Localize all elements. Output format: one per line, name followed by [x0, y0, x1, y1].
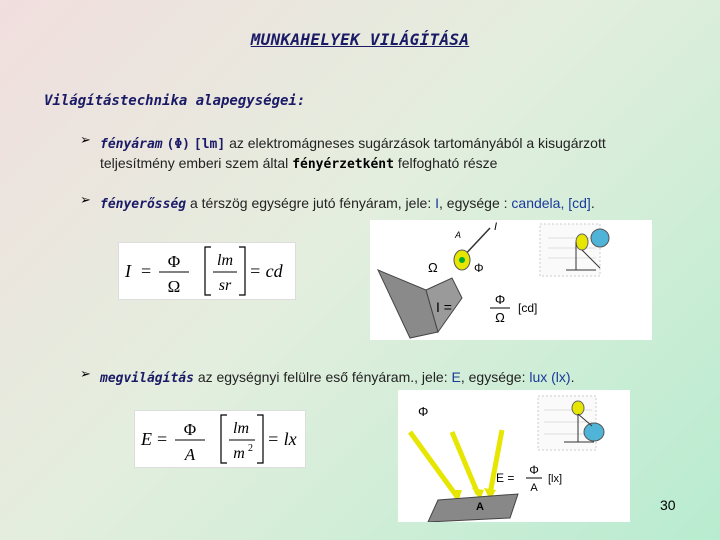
fig1-eq-lhs: I =	[436, 299, 452, 315]
f2-rhs: = lx	[267, 429, 297, 449]
fig1-eq-unit: [cd]	[518, 301, 538, 315]
fig2-eq-num: Φ	[529, 463, 539, 477]
f2-eq: =	[157, 429, 168, 449]
fig1-eq-num: Φ	[494, 292, 506, 307]
slide-title: MUNKAHELYEK VILÁGÍTÁSA	[250, 30, 470, 49]
fig1-phi: Φ	[474, 261, 484, 275]
f2-unum: lm	[233, 420, 249, 437]
arrow-bullet-icon: ➢	[80, 193, 91, 208]
text-b: teljesítmény emberi szem által	[100, 155, 289, 171]
f1-den: Ω	[167, 277, 181, 296]
term-fenyerosseg: fényerősség	[100, 197, 187, 212]
text-c: felfogható része	[397, 155, 498, 171]
fig1-eq-den: Ω	[495, 310, 505, 325]
sym-i: I	[435, 195, 440, 211]
fig2-eq-lhs: E =	[496, 471, 515, 485]
term-megvilagitas: megvilágítás	[100, 371, 194, 386]
text-b: , egysége:	[460, 369, 526, 385]
fig2-label-a: A	[476, 501, 484, 513]
surface-plate	[428, 494, 518, 522]
text-a: a térszög egységre jutó fényáram, jele:	[189, 195, 432, 211]
bullet-fenyerosseg	[100, 194, 700, 214]
fig1-label-i: I	[494, 221, 498, 233]
f2-den: A	[184, 445, 196, 464]
f1-uden: sr	[218, 277, 232, 294]
light-ray	[452, 432, 478, 494]
f2-lhs: E	[141, 429, 152, 449]
fig1-omega: Ω	[428, 260, 438, 275]
text-a: az elektromágneses sugárzások tartományából a kisugárzott	[229, 135, 606, 151]
f1-unum: lm	[217, 252, 233, 269]
symbol-phi: (Φ)	[166, 137, 190, 152]
fig2-phi: Φ	[418, 404, 429, 419]
arrow-bullet-icon: ➢	[80, 133, 91, 148]
term-fenyerzet: fényérzetként	[292, 157, 394, 172]
unit-name: candela,	[511, 195, 565, 211]
page-number: 30	[660, 497, 676, 513]
text-c: .	[570, 369, 575, 385]
fig1-label-a: A	[455, 230, 462, 240]
unit-lm: [lm]	[193, 137, 226, 152]
f1-rhs: = cd	[249, 261, 283, 281]
term-fenyaram: fényáram	[100, 137, 163, 152]
light-ray	[410, 432, 458, 498]
surface-cloth	[378, 270, 438, 338]
figure-intensity	[370, 220, 652, 340]
unit-name: lux (lx)	[529, 369, 571, 385]
text-a: az egységnyi felülre eső fényáram., jele:	[197, 369, 448, 385]
subtitle: Világítástechnika alapegységei:	[44, 93, 306, 109]
bullet-megvilagitas	[100, 368, 700, 388]
unit-cd: [cd]	[568, 195, 591, 211]
fig2-eq-den: A	[530, 482, 538, 494]
text-b: , egysége :	[439, 195, 508, 211]
sym-e: E	[451, 369, 461, 385]
mini-diagram	[540, 224, 600, 276]
text-c: .	[590, 195, 595, 211]
f2-exp: 2	[248, 443, 253, 454]
bullet-fenyaram	[100, 134, 700, 174]
formula-intensity	[118, 242, 296, 300]
arrow-bullet-icon: ➢	[80, 367, 91, 382]
fig2-eq-unit: [lx]	[548, 473, 563, 485]
f1-lhs: I	[125, 261, 131, 281]
figure-illuminance	[398, 390, 630, 522]
f1-eq: =	[141, 261, 152, 281]
f2-uden: m	[233, 445, 245, 462]
f2-num: Φ	[183, 420, 197, 439]
formula-illuminance	[134, 410, 306, 468]
f1-num: Φ	[167, 252, 181, 271]
